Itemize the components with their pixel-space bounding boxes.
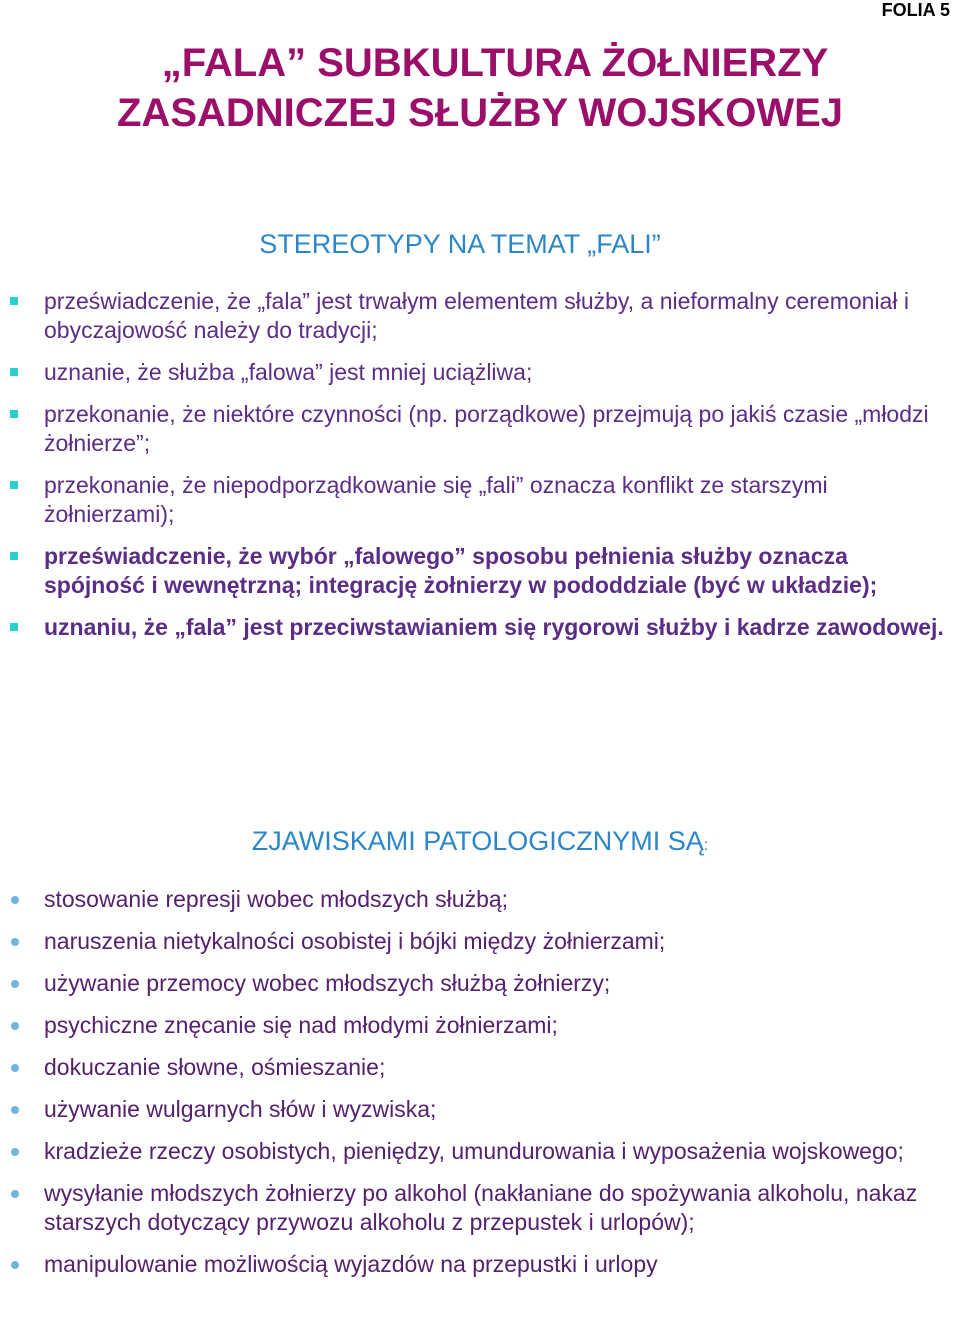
page-title bbox=[0, 38, 960, 138]
square-bullet-icon bbox=[10, 410, 18, 418]
list-item: dokuczanie słowne, ośmieszanie; bbox=[0, 1053, 960, 1082]
list-item: używanie wulgarnych słów i wyzwiska; bbox=[0, 1095, 960, 1124]
square-bullet-icon bbox=[10, 297, 18, 305]
list-item: używanie przemocy wobec młodszych służbą żołnierzy; bbox=[0, 969, 960, 998]
round-bullet-icon bbox=[11, 1022, 19, 1030]
list-item: manipulowanie możliwością wyjazdów na przepustki i urlopy bbox=[0, 1250, 960, 1279]
list-item: przeświadczenie, że „fala” jest trwałym elementem służby, a nieformalny ceremoniał i obyczajowość należy do tradycji; bbox=[0, 287, 960, 345]
square-bullet-icon bbox=[10, 552, 18, 560]
title-line-2: ZASADNICZEJ SŁUŻBY WOJSKOWEJ bbox=[117, 91, 843, 135]
pathologies-heading: ZJAWISKAMI PATOLOGICZNYMI SĄ: bbox=[251, 826, 709, 856]
square-bullet-icon bbox=[10, 368, 18, 376]
list-item: przeświadczenie, że wybór „falowego” sposobu pełnienia służby oznacza spójność i wewnętrzną; integrację żołnierzy w pododdziale (być w układzie); bbox=[0, 542, 960, 600]
round-bullet-icon bbox=[11, 896, 19, 904]
round-bullet-icon bbox=[11, 1148, 19, 1156]
list-item: przekonanie, że niektóre czynności (np. porządkowe) przejmują po jakiś czasie „młodzi żołnierze”; bbox=[0, 400, 960, 458]
list-item: kradzieże rzeczy osobistych, pieniędzy, umundurowania i wyposażenia wojskowego; bbox=[0, 1137, 960, 1166]
list-item: naruszenia nietykalności osobistej i bójki między żołnierzami; bbox=[0, 927, 960, 956]
round-bullet-icon bbox=[11, 1064, 19, 1072]
round-bullet-icon bbox=[11, 980, 19, 988]
list-item: uznaniu, że „fala” jest przeciwstawianiem się rygorowi służby i kadrze zawodowej. bbox=[0, 613, 960, 642]
round-bullet-icon bbox=[11, 1261, 19, 1269]
pathologies-list bbox=[0, 885, 960, 1292]
round-bullet-icon bbox=[11, 938, 19, 946]
round-bullet-icon bbox=[11, 1106, 19, 1114]
stereotypes-list bbox=[0, 287, 960, 655]
round-bullet-icon bbox=[11, 1190, 19, 1198]
square-bullet-icon bbox=[10, 623, 18, 631]
title-line-1: „FALA” SUBKULTURA ŻOŁNIERZY bbox=[161, 41, 829, 85]
list-item: uznanie, że służba „falowa” jest mniej uciążliwa; bbox=[0, 358, 960, 387]
page-number: FOLIA 5 bbox=[881, 0, 950, 20]
list-item: przekonanie, że niepodporządkowanie się „fali” oznacza konflikt ze starszymi żołnierzami); bbox=[0, 471, 960, 529]
list-item: wysyłanie młodszych żołnierzy po alkohol (nakłaniane do spożywania alkoholu, nakaz starszych dotyczący przywozu alkoholu z przepustek i urlopów); bbox=[0, 1179, 960, 1237]
square-bullet-icon bbox=[10, 481, 18, 489]
list-item: stosowanie represji wobec młodszych służbą; bbox=[0, 885, 960, 914]
stereotypes-heading: STEREOTYPY NA TEMAT „FALI” bbox=[259, 229, 661, 259]
list-item: psychiczne znęcanie się nad młodymi żołnierzami; bbox=[0, 1011, 960, 1040]
